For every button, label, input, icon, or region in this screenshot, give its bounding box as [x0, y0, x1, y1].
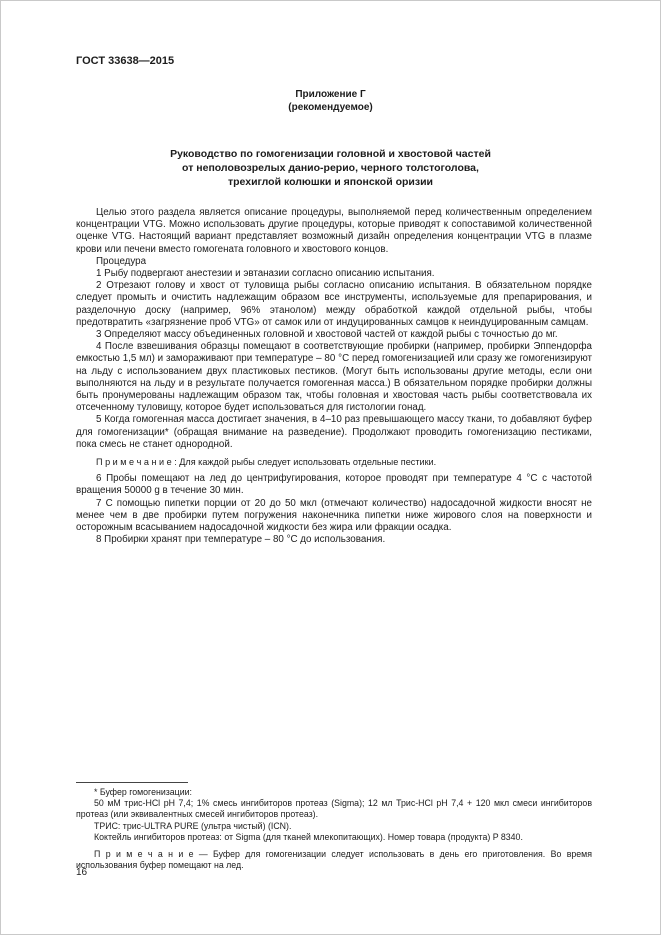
appendix-type: (рекомендуемое) — [288, 102, 373, 113]
procedure-step-4: 4 После взвешивания образцы помещают в соответствующие пробирки (например, пробирки Эппендорфа емкостью 1,5 мл) и замораживают при температуре – 80 °С перед гомогенизацией или сразу же гомогенизируют на льду с использованием двух пластиковых пестиков. (Могут быть использованы другие методы, если они выполняются на льду и в результате получается гомогенная масса.) В обязательном порядке пробирки должны быть пронумерованы надлежащим образом так, чтобы головная и хвостовая часть рыбы соответствовала их отсеченному туловищу, которое будет использоваться для гистологии гонад. — [76, 341, 592, 414]
footnote-buffer-composition: 50 мМ трис-HCl pH 7,4; 1% смесь ингибиторов протеаз (Sigma); 12 мл Трис-HCl pH 7,4 + 120 мкл смеси ингибиторов протеаз (или эквивалентных смесей ингибиторов протеаз). — [76, 798, 592, 820]
doc-number: ГОСТ 33638—2015 — [76, 55, 175, 67]
appendix-label: Приложение Г — [295, 89, 366, 100]
body-content — [76, 207, 592, 546]
procedure-step-2: 2 Отрезают голову и хвост от туловища рыбы согласно описанию испытания. В обязательном порядке следует промыть и очистить надлежащим образом все инструменты, используемые для препарирования, и разделочную доску (например, 96% этанолом) между обработкой каждой отдельной рыбы, чтобы предотвратить «загрязнение проб VTG» от самок или от индуцированных самцов к неиндуцированным самцам. — [76, 280, 592, 328]
procedure-step-6: 6 Пробы помещают на лед до центрифугирования, которое проводят при температуре 4 °С с частотой вращения 50000 g в течение 30 мин. — [76, 473, 592, 497]
doc-title-line2: от неполовозрелых данио-рерио, черного толстоголова, — [182, 162, 479, 174]
procedure-step-3: 3 Определяют массу объединенных головной и хвостовой частей от каждой рыбы с точностью до мг. — [96, 329, 558, 341]
intro-paragraph: Целью этого раздела является описание процедуры, выполняемой перед количественным определением концентрации VTG. Можно использовать другие процедуры, которые приводят к сопоставимой количественной оценке VTG. Настоящий вариант представляет возможный дизайн определения концентрации VTG в плазме крови или печени вместо гомогената головного и хвостового концов. — [76, 207, 592, 255]
doc-title-line3: трехиглой колюшки и японской оризии — [227, 176, 434, 188]
doc-title — [1, 147, 660, 189]
appendix-heading — [1, 88, 660, 114]
procedure-step-1: 1 Рыбу подвергают анестезии и эвтаназии согласно описанию испытания. — [96, 268, 435, 280]
footnote-tris: ТРИС: трис-ULTRA PURE (ультра чистый) (ICN). — [94, 820, 292, 831]
procedure-heading: Процедура — [96, 255, 147, 267]
footnote-note: П р и м е ч а н и е — Буфер для гомогенизации следует использовать в день его приготовления. Во время использования буфер помещают на лед. — [76, 849, 592, 871]
footnote-cocktail: Коктейль ингибиторов протеаз: от Sigma (для тканей млекопитающих). Номер товара (продукта) P 8340. — [94, 831, 523, 842]
doc-title-line1: Руководство по гомогенизации головной и хвостовой частей — [170, 148, 491, 160]
footnote-rule — [76, 782, 188, 783]
procedure-step-5: 5 Когда гомогенная масса достигает значения, в 4–10 раз превышающего массу ткани, то добавляют буфер для гомогенизации* (обращая внимание на разведение). Продолжают проводить гомогенизацию пестиками, пока смесь не станет однородной. — [76, 414, 592, 450]
footnote-block — [76, 782, 592, 871]
procedure-step-7: 7 С помощью пипетки порции от 20 до 50 мкл (отмечают количество) надосадочной жидкости вносят не менее чем в две пробирки путем погружения наконечника пипетки ниже жирового слоя на поверхности и осторожным всасыванием надосадочной жидкости без жира или фракции осадка. — [76, 497, 592, 534]
page-number: 16 — [76, 867, 88, 878]
note-pestles: П р и м е ч а н и е : Для каждой рыбы следует использовать отдельные пестики. — [96, 457, 437, 468]
footnote-buffer-title: * Буфер гомогенизации: — [94, 787, 192, 797]
procedure-step-8: 8 Пробирки хранят при температуре – 80 °С до использования. — [96, 534, 386, 546]
